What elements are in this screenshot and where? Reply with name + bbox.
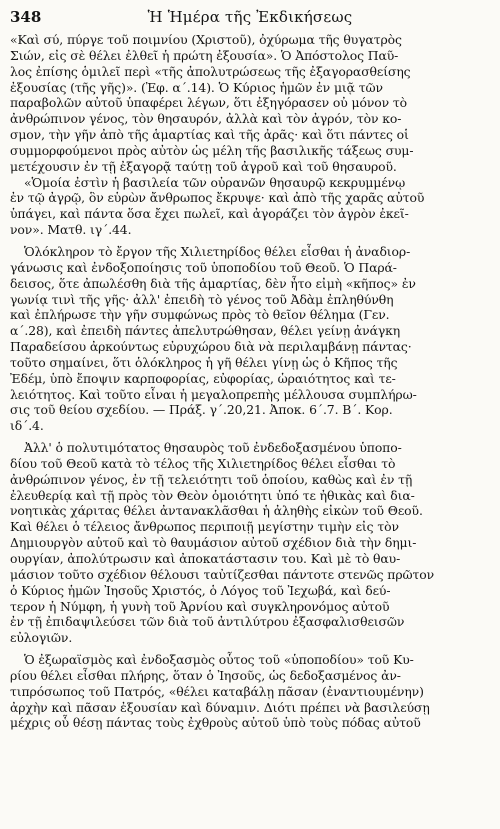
- text-line: «Ὁμοία ἐστὶν ἡ βασιλεία τῶν οὐρανῶν θησαυρῷ κεκρυμμένῳ: [24, 174, 406, 190]
- text-line: τιπρόσωπος τοῦ Πατρός, «θέλει καταβάλῃ πᾶσαν (ἐναντιουμένην): [10, 683, 424, 699]
- text-line: τοῦτο σημαίνει, ὅτι ὁλόκληρος ἡ γῆ θέλει γίνῃ ὡς ὁ Κῆπος τῆς: [10, 354, 398, 370]
- text-line: Ἀλλ' ὁ πολυτιμότατος θησαυρὸς τοῦ ἐνδεδοξασμένου ὑποπο-: [24, 440, 402, 456]
- text-line: ἀνθρώπινον γένος, τὸν θησαυρόν, ἀλλὰ καὶ τὸν ἀγρόν, τὸν κο-: [10, 111, 402, 127]
- text-line: δίου τοῦ Θεοῦ κατὰ τὸ τέλος τῆς Χιλιετηρίδος θέλει εἶσθαι τὸ: [10, 455, 396, 471]
- text-line: λος ἐπίσης ὁμιλεῖ περὶ «τῆς ἀπολυτρώσεως τῆς ἐξαγορασθείσης: [10, 63, 411, 79]
- scripture-quote: [10, 175, 492, 238]
- text-line: ἐλευθερίᾳ καὶ τῇ πρὸς τὸν Θεὸν ὁμοιότητι ὑπό τε ἠθικὰς καὶ δια-: [10, 487, 415, 503]
- running-title: Ἡ Ἡμέρα τῆς Ἐκδικήσεως: [147, 8, 353, 26]
- text-line: συμμορφούμενοι πρὸς αὐτὸν ὡς μέλη τῆς βασιλικῆς τάξεως συμ-: [10, 142, 414, 158]
- page-number: 348: [10, 8, 42, 26]
- text-line: Δημιουργὸν αὐτοῦ καὶ τὸ θαυμάσιον αὐτοῦ σχέδιον διὰ τὴν δημι-: [10, 535, 417, 551]
- text-line: α΄.28), καὶ ἐπειδὴ πάντες ἀπελυτρώθησαν, θέλει γείνῃ ἀνάγκη: [10, 323, 401, 339]
- text-line: «Καὶ σύ, πύργε τοῦ ποιμνίου (Χριστοῦ), ὀχύρωμα τῆς θυγατρὸς: [10, 32, 402, 47]
- text-line: ἀνθρώπινον γένος, ἐν τῇ τελειότητι τοῦ ὁποίου, καθὼς καὶ ἐν τῇ: [10, 471, 413, 487]
- text-line: ἐξουσίας (τῆς γῆς)». (Ἐφ. α΄.14). Ὁ Κύριος ἡμῶν ἐν μιᾷ τῶν: [10, 79, 383, 95]
- text-line: νοητικὰς χάριτας θέλει ἀντανακλᾶσθαι ἡ ἀληθὴς εἰκὼν τοῦ Θεοῦ.: [10, 503, 423, 519]
- paragraph-4: [10, 652, 492, 731]
- text-line: ουργίαν, ἀπολύτρωσιν καὶ ἀποκατάστασιν του. Καὶ μὲ τὸ θαυ-: [10, 551, 401, 566]
- paragraph-3: [10, 440, 492, 646]
- text-line: ιδ΄.4.: [10, 418, 44, 434]
- text-line: σις τοῦ θείου σχεδίου. — Πράξ. γ΄.20,21. Ἀποκ. 6΄.7. Β΄. Κορ.: [10, 402, 393, 418]
- text-line: δεισος, ὅτε ἀπωλέσθη διὰ τῆς ἁμαρτίας, δὲν ἦτο εἰμὴ «κῆπος» ἐν: [10, 275, 416, 291]
- paragraph-2: [10, 244, 492, 434]
- text-line: Ἐδέμ, ὑπὸ ἔποψιν καρποφορίας, εὐφορίας, ὡραιότητος καὶ τε-: [10, 370, 396, 386]
- text-line: γωνίᾳ τινὶ τῆς γῆς· ἀλλ' ἐπειδὴ τὸ γένος τοῦ Ἀδὰμ ἐπληθύνθη: [10, 291, 394, 307]
- text-line: ἐν τῇ ἐπιδαψιλεύσει τῶν διὰ τοῦ ἀντιλύτρου ἐξασφαλισθεισῶν: [10, 614, 405, 630]
- text-line: μάσιον τοῦτο σχέδιον θέλουσι ταὐτίζεσθαι πάντοτε στενῶς πρῶτον: [10, 566, 435, 582]
- text-line: γάνωσις καὶ ἐνδοξοποίησις τοῦ ὑποποδίου τοῦ Θεοῦ. Ὁ Παρά-: [10, 259, 397, 275]
- paragraph-1: [10, 32, 492, 175]
- text-line: τερον ἡ Νύμφη, ἡ γυνὴ τοῦ Ἀρνίου καὶ συγκληρονόμος αὐτοῦ: [10, 598, 390, 614]
- page-header: [10, 6, 490, 32]
- text-line: Σιών, εἰς σὲ θέλει ἐλθεῖ ἡ πρώτη ἐξουσία». Ὁ Ἀπόστολος Παῦ-: [10, 47, 399, 63]
- text-line: Παραδείσου ἀρκούντως εὐρυχώρου διὰ νὰ περιλαμβάνῃ πάντας·: [10, 339, 412, 355]
- text-line: ρίου θέλει εἶσθαι πλήρης, ὅταν ὁ Ἰησοῦς, ὡς δεδοξασμένος ἀν-: [10, 667, 401, 683]
- body-text: [10, 32, 492, 731]
- text-line: ὑπάγει, καὶ πάντα ὅσα ἔχει πωλεῖ, καὶ ἀγοράζει τὸν ἀγρὸν ἐκεῖ-: [10, 206, 409, 222]
- text-line: σμον, τὴν γῆν ἀπὸ τῆς ἁμαρτίας καὶ τῆς ἀρᾶς· καὶ ὅτι πάντες οἱ: [10, 127, 409, 143]
- text-line: Ὁλόκληρον τὸ ἔργον τῆς Χιλιετηρίδος θέλει εἶσθαι ἡ ἀναδιορ-: [24, 243, 411, 259]
- text-line: λειότητος. Καὶ τοῦτο εἶναι ἡ μεγαλοπρεπὴς μέλλουσα συμπλήρω-: [10, 386, 417, 402]
- text-line: παραβολῶν αὐτοῦ ὑπαφέρει λέγων, ὅτι ἐξηγόρασεν οὐ μόνον τὸ: [10, 95, 408, 111]
- text-line: μετέχουσιν ἐν τῇ ἐξαγορᾷ ταύτῃ τοῦ ἀγροῦ καὶ τοῦ θησαυροῦ.: [10, 158, 397, 174]
- text-line: μέχρις οὗ θέσῃ πάντας τοὺς ἐχθροὺς αὐτοῦ ὑπὸ τοὺς πόδας αὐτοῦ: [10, 715, 421, 731]
- text-line: ἐν τῷ ἀγρῷ, ὃν εὑρὼν ἄνθρωπος ἔκρυψε· καὶ ἀπὸ τῆς χαρᾶς αὐτοῦ: [10, 190, 425, 206]
- text-line: καὶ ἐπλήρωσε τὴν γῆν συμφώνως πρὸς τὸ θεῖον θέλημα (Γεν.: [10, 307, 390, 323]
- text-line: Καὶ θέλει ὁ τέλειος ἄνθρωπος περιποιῇ μεγίστην τιμὴν εἰς τὸν: [10, 519, 399, 535]
- text-line: νον». Ματθ. ιγ΄.44.: [10, 222, 132, 238]
- text-line: εὐλογιῶν.: [10, 630, 73, 646]
- text-line: ἀρχὴν καὶ πᾶσαν ἐξουσίαν καὶ δύναμιν. Διότι πρέπει νὰ βασιλεύσῃ: [10, 699, 430, 715]
- text-line: Ὁ ἐξωραϊσμὸς καὶ ἐνδοξασμὸς οὗτος τοῦ «ὑποποδίου» τοῦ Κυ-: [24, 652, 414, 668]
- text-line: ὁ Κύριος ἡμῶν Ἰησοῦς Χριστός, ὁ Λόγος τοῦ Ἰεχωβά, καὶ δεύ-: [10, 582, 391, 598]
